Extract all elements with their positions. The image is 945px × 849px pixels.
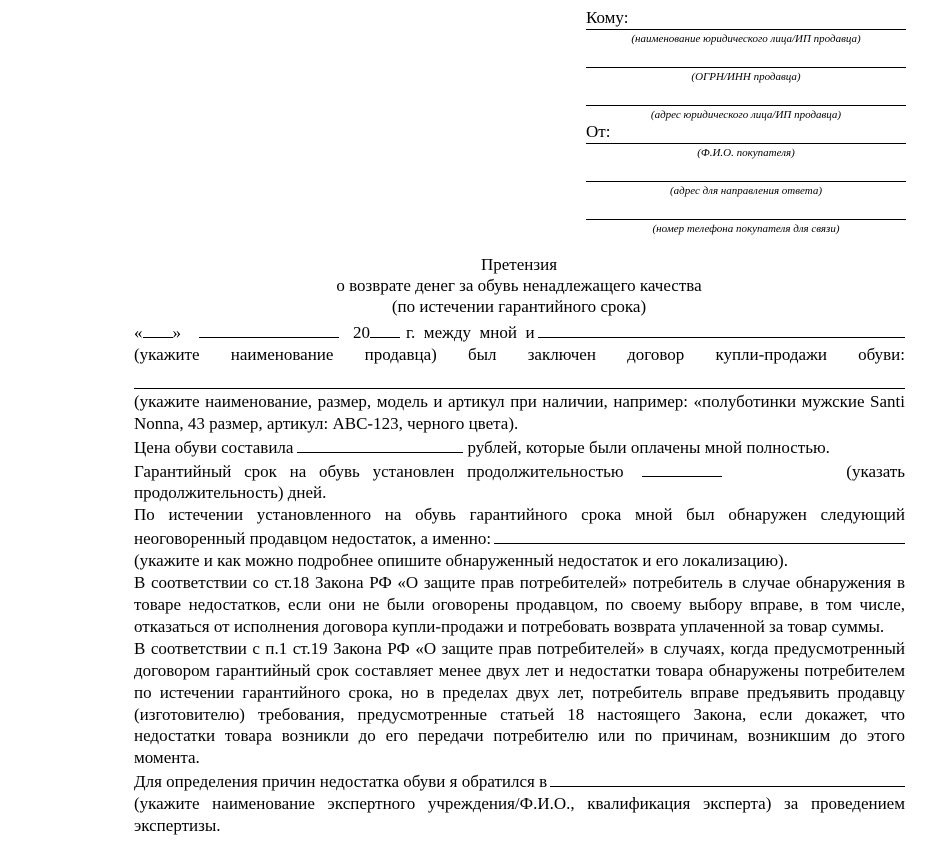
price-blank[interactable] — [297, 435, 463, 453]
warranty-blank[interactable] — [642, 459, 722, 477]
expert-hint: (укажите наименование экспертного учреждения/Ф.И.О., квалификация эксперта) за проведением экспертизы. — [134, 794, 905, 836]
warranty-mid: (указать — [846, 461, 905, 481]
contract-date-line — [134, 320, 905, 344]
defect-line-2 — [134, 526, 905, 550]
defect-line-2-text: неоговоренный продавцом недостаток, а именно: — [134, 529, 492, 549]
addressee-block — [586, 8, 906, 239]
price-line — [134, 435, 905, 459]
ogrn-caption: (ОГРН/ИНН продавца) — [691, 71, 801, 83]
date-suffix: г. между мной и — [406, 323, 535, 342]
price-start: Цена обуви составила — [134, 437, 294, 457]
from-caption: (Ф.И.О. покупателя) — [697, 147, 795, 159]
title-line-2: о возврате денег за обувь ненадлежащего качества — [336, 276, 702, 295]
title-line-1: Претензия — [480, 255, 558, 274]
seller-hint-line: (укажите наименование продавца) был заключен договор купли-продажи обуви: — [134, 344, 905, 364]
seller-name-blank[interactable] — [538, 320, 905, 338]
warranty-start: Гарантийный срок на обувь установлен продолжительностью — [134, 461, 624, 481]
seller-address-field[interactable] — [586, 87, 906, 106]
expert-start: Для определения причин недостатка обуви я обратился в — [134, 772, 548, 792]
expert-line — [134, 769, 905, 793]
expert-blank[interactable] — [550, 769, 905, 787]
defect-hint: (укажите и как можно подробнее опишите обнаруженный недостаток и его локализацию). — [134, 551, 788, 571]
phone-caption: (номер телефона покупателя для связи) — [652, 223, 840, 235]
day-blank[interactable] — [143, 320, 173, 338]
defect-blank[interactable] — [494, 526, 905, 544]
date-open-quote: « — [134, 323, 143, 342]
reply-address-caption: (адрес для направления ответа) — [669, 185, 823, 197]
shoe-hint-paragraph: (укажите наименование, размер, модель и артикул при наличии, например: «полуботинки мужские Santi Nonna, 43 размер, артикул: АВС-123, черного цвета). — [134, 391, 905, 433]
document-title — [134, 254, 904, 317]
year-blank[interactable] — [370, 320, 400, 338]
shoe-description-blank[interactable] — [134, 366, 905, 389]
price-end: рублей, которые были оплачены мной полностью. — [467, 437, 830, 457]
to-caption: (наименование юридического лица/ИП продавца) — [631, 33, 861, 45]
from-label: От: — [586, 122, 611, 141]
ogrn-field[interactable] — [586, 49, 906, 68]
phone-field[interactable] — [586, 201, 906, 220]
year-prefix: 20 — [353, 323, 370, 342]
seller-address-caption: (адрес юридического лица/ИП продавца) — [650, 109, 842, 121]
month-blank[interactable] — [199, 320, 339, 338]
warranty-line — [134, 459, 905, 483]
law-article-18-paragraph: В соответствии со ст.18 Закона РФ «О защите прав потребителей» потребитель в случае обнаружения в товаре недостатков, если они не были оговорены продавцом, по своему выбору вправе, в том числе, отказаться от исполнения договора купли-продажи и потребовать возврата уплаченной за товар суммы. — [134, 573, 905, 636]
from-field[interactable] — [586, 122, 906, 144]
title-line-3: (по истечении гарантийного срока) — [391, 297, 647, 316]
to-field[interactable] — [586, 8, 906, 30]
law-article-19-paragraph: В соответствии с п.1 ст.19 Закона РФ «О защите прав потребителей» в случаях, когда предусмотренный договором гарантийный срок составляет менее двух лет и недостатки товара обнаружены потребителем по истечении гарантийного срока, но в пределах двух лет, потребитель вправе предъявить продавцу (изготовителю) требования, предусмотренные статьей 18 настоящего Закона, если докажет, что недостатки товара возникли до его передачи потребителю или по причинам, возникшим до этого момента. — [134, 638, 905, 768]
claim-body — [134, 320, 905, 837]
defect-line-1: По истечении установленного на обувь гарантийного срока мной был обнаружен следующий — [134, 505, 905, 525]
to-label: Кому: — [586, 8, 629, 27]
reply-address-field[interactable] — [586, 163, 906, 182]
warranty-end: продолжительность) дней. — [134, 483, 327, 503]
date-close-quote: » — [172, 323, 181, 342]
